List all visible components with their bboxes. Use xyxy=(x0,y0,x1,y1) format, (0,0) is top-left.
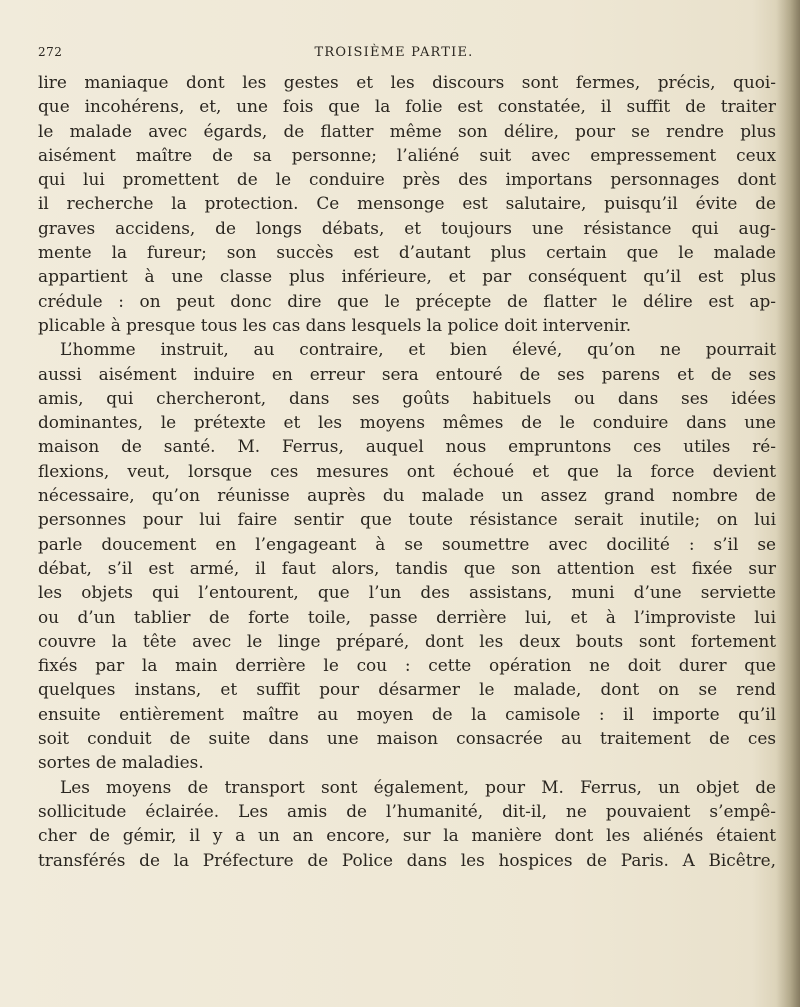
text-line: qui lui promettent de le conduire près des importans personnages dont xyxy=(38,169,776,190)
text-line: aisément maître de sa personne; l’aliéné suit avec empressement ceux xyxy=(38,144,776,165)
page-edge-shadow xyxy=(776,0,800,1007)
text-line: aussi aisément induire en erreur sera entouré de ses parens et de ses xyxy=(38,363,776,384)
text-line: quelques instans, et suffit pour désarmer le malade, dont on se rend xyxy=(38,679,776,700)
text-line: parle doucement en l’engageant à se soumettre avec docilité : s’il se xyxy=(38,533,776,554)
page-number: 272 xyxy=(38,45,63,59)
text-line: graves accidens, de longs débats, et toujours une résistance qui aug- xyxy=(38,217,776,238)
text-line: ou d’un tablier de forte toile, passe derrière lui, et à l’improviste lui xyxy=(38,606,776,627)
text-line: que incohérens, et, une fois que la folie est constatée, il suffit de traiter xyxy=(38,96,776,117)
body-text xyxy=(38,70,776,872)
page-header xyxy=(38,45,750,65)
text-line: amis, qui chercheront, dans ses goûts habituels ou dans ses idées xyxy=(38,387,776,408)
text-line: sollicitude éclairée. Les amis de l’humanité, dit-il, ne pouvaient s’empê- xyxy=(38,800,776,821)
text-line: les objets qui l’entourent, que l’un des assistans, muni d’une serviette xyxy=(38,582,776,603)
text-line: il recherche la protection. Ce mensonge est salutaire, puisqu’il évite de xyxy=(38,193,776,214)
text-line: dominantes, le prétexte et les moyens mêmes de le conduire dans une xyxy=(38,412,776,433)
text-line: mente la fureur; son succès est d’autant plus certain que le malade xyxy=(38,242,776,263)
text-line: personnes pour lui faire sentir que toute résistance serait inutile; on lui xyxy=(38,509,776,530)
text-line: transférés de la Préfecture de Police dans les hospices de Paris. A Bicêtre, xyxy=(38,849,776,870)
text-line: le malade avec égards, de flatter même son délire, pour se rendre plus xyxy=(38,120,776,141)
text-line: couvre la tête avec le linge préparé, dont les deux bouts sont fortement xyxy=(38,630,776,651)
text-line: débat, s’il est armé, il faut alors, tandis que son attention est fixée sur xyxy=(38,557,776,578)
text-line: plicable à presque tous les cas dans lesquels la police doit intervenir. xyxy=(38,314,632,335)
text-line: appartient à une classe plus inférieure, et par conséquent qu’il est plus xyxy=(38,266,776,287)
text-line: crédule : on peut donc dire que le précepte de flatter le délire est ap- xyxy=(38,290,776,311)
text-line: Les moyens de transport sont également, pour M. Ferrus, un objet de xyxy=(60,776,776,797)
text-line: cher de gémir, il y a un an encore, sur la manière dont les aliénés étaient xyxy=(38,825,776,846)
text-line: soit conduit de suite dans une maison consacrée au traitement de ces xyxy=(38,728,776,749)
text-line: flexions, veut, lorsque ces mesures ont échoué et que la force devient xyxy=(38,460,776,481)
text-line: fixés par la main derrière le cou : cette opération ne doit durer que xyxy=(38,655,776,676)
running-head: TROISIÈME PARTIE. xyxy=(314,45,474,60)
text-line: sortes de maladies. xyxy=(38,752,204,773)
text-line: lire maniaque dont les gestes et les discours sont fermes, précis, quoi- xyxy=(38,72,776,92)
text-line: nécessaire, qu’on réunisse auprès du malade un assez grand nombre de xyxy=(38,485,776,506)
text-line: maison de santé. M. Ferrus, auquel nous empruntons ces utiles ré- xyxy=(38,436,776,457)
text-line: ensuite entièrement maître au moyen de la camisole : il importe qu’il xyxy=(38,703,776,724)
text-line: L’homme instruit, au contraire, et bien élevé, qu’on ne pourrait xyxy=(60,339,776,360)
